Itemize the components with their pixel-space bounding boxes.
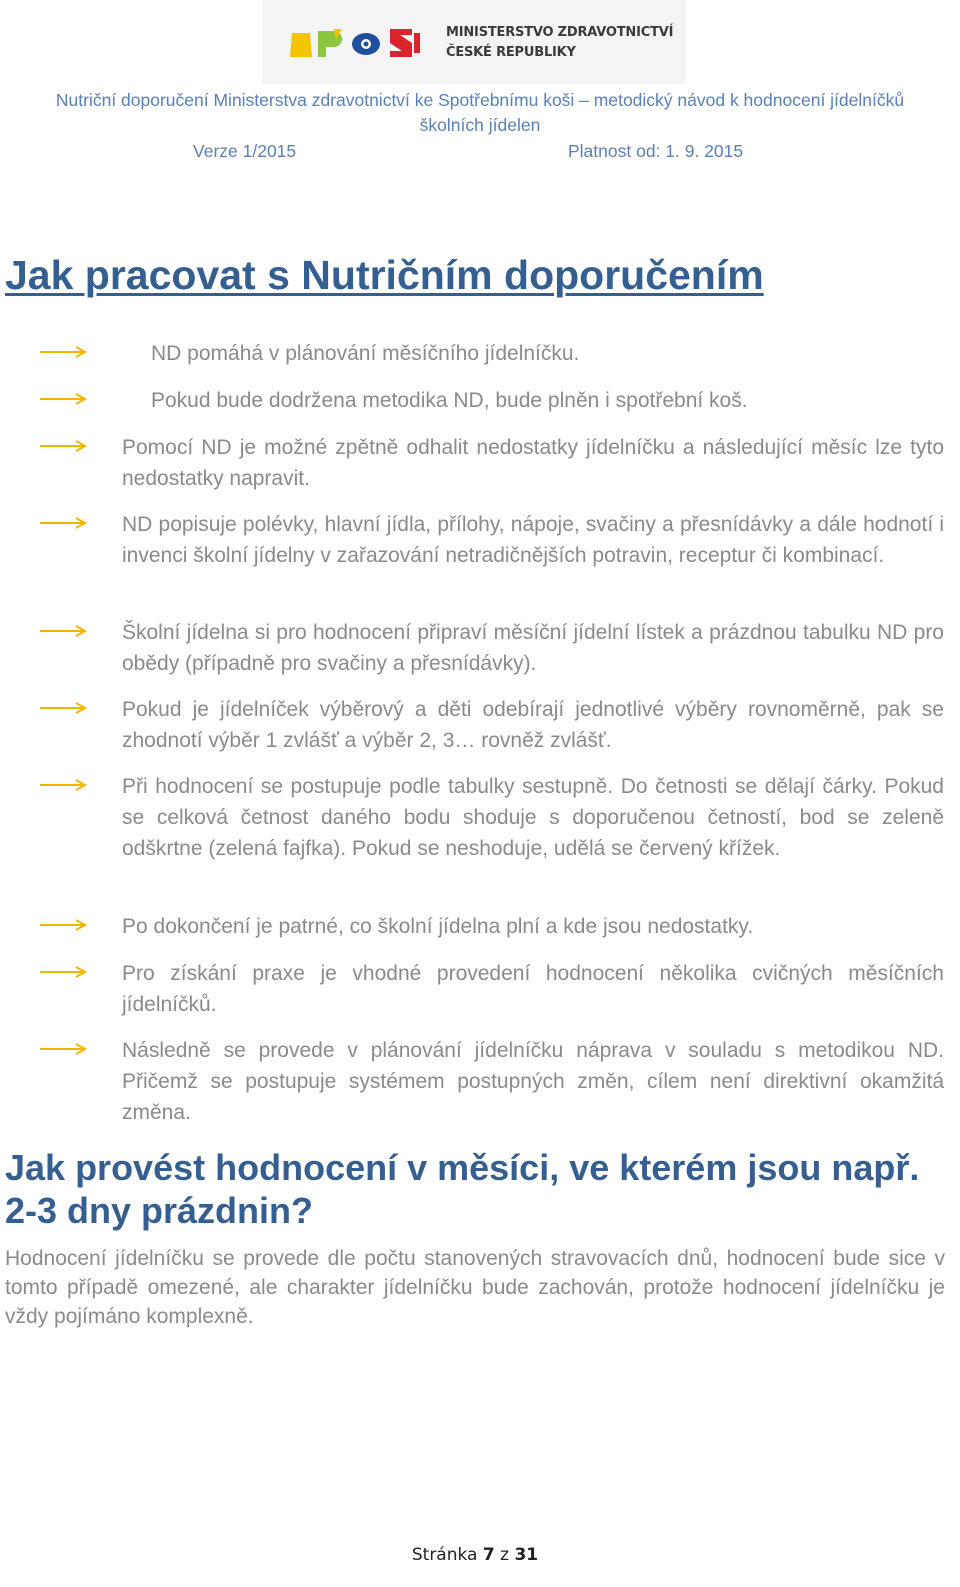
page-current: 7 [482,1545,495,1565]
bullet-item: ND popisuje polévky, hlavní jídla, přílohy, nápoje, svačiny a přesnídávky a dále hodnotí i invenci školní jídelny v zařazování netradičnějších potravin, receptur či kombinací. [122,513,944,567]
arrow-bullet-icon [38,439,88,453]
arrow-bullet-icon [38,1042,88,1056]
document-title [0,88,960,138]
bullet-item: Pokud je jídelníček výběrový a děti odebírají jednotlivé výběry rovnoměrně, pak se zhodnotí výběr 1 zvlášť a výběr 2, 3… rovněž zvlášť. [122,698,944,752]
page-total: 31 [514,1545,539,1565]
bullet-item: Pro získání praxe je vhodné provedení hodnocení několika cvičných měsíčních jídelníčků. [122,962,944,1016]
page-number [0,1545,950,1565]
section-heading-how-to-work: Jak pracovat s Nutričním doporučením [5,252,764,298]
page-word: Stránka [411,1545,478,1565]
bullet-item: Pokud bude dodržena metodika ND, bude plněn i spotřební koš. [151,389,748,412]
ministry-name-line2: ČESKÉ REPUBLIKY [446,45,576,60]
arrow-bullet-icon [38,778,88,792]
bullet-item: ND pomáhá v plánování měsíčního jídelníčku. [151,342,580,365]
arrow-bullet-icon [38,965,88,979]
validity-label: Platnost od: 1. 9. 2015 [568,141,744,161]
bullet-item: Po dokončení je patrné, co školní jídelna plní a kde jsou nedostatky. [122,915,754,938]
arrow-bullet-icon [38,918,88,932]
arrow-bullet-icon [38,392,88,406]
ministry-logo-mark-icon [290,25,434,61]
ministry-name-line1: MINISTERSTVO ZDRAVOTNICTVÍ [446,25,674,40]
bullet-item: Pomocí ND je možné zpětně odhalit nedostatky jídelníčku a následující měsíc lze tyto nedostatky napravit. [122,436,944,490]
bullet-item: Školní jídelna si pro hodnocení připraví měsíční jídelní lístek a prázdnou tabulku ND pro obědy (případně pro svačiny a přesnídávky). [122,621,944,675]
arrow-bullet-icon [38,345,88,359]
section-heading-holidays: Jak provést hodnocení v měsíci, ve kterém jsou např. 2-3 dny prázdnin? [5,1147,920,1231]
document-title-line2: školních jídelen [419,115,541,135]
bullet-item: Následně se provede v plánování jídelníčku náprava v souladu s metodikou ND. Přičemž se postupuje systémem postupných změn, cílem není direktivní okamžitá změna. [122,1039,944,1124]
page-of: z [500,1545,510,1565]
arrow-bullet-icon [38,624,88,638]
ministry-name [446,23,673,63]
arrow-bullet-icon [38,701,88,715]
arrow-bullet-icon [38,516,88,530]
ministry-logo [262,0,686,84]
bullet-item: Při hodnocení se postupuje podle tabulky sestupně. Do četnosti se dělají čárky. Pokud se celková četnost daného bodu shoduje s doporučenou četností, bod se zeleně odškrtne (zelená fajfka). Pokud se neshoduje, udělá se červený křížek. [122,775,944,860]
version-label: Verze 1/2015 [193,141,297,161]
document-title-line1: Nutriční doporučení Ministerstva zdravotnictví ke Spotřebnímu koši – metodický návod k hodnocení jídelníčků [55,90,905,110]
section-holidays-text: Hodnocení jídelníčku se provede dle počtu stanovených stravovacích dnů, hodnocení bude sice v tomto případě omezené, ale charakter jídelníčku bude zachován, protože hodnocení jídelníčku je vždy pojímáno komplexně. [5,1247,945,1328]
